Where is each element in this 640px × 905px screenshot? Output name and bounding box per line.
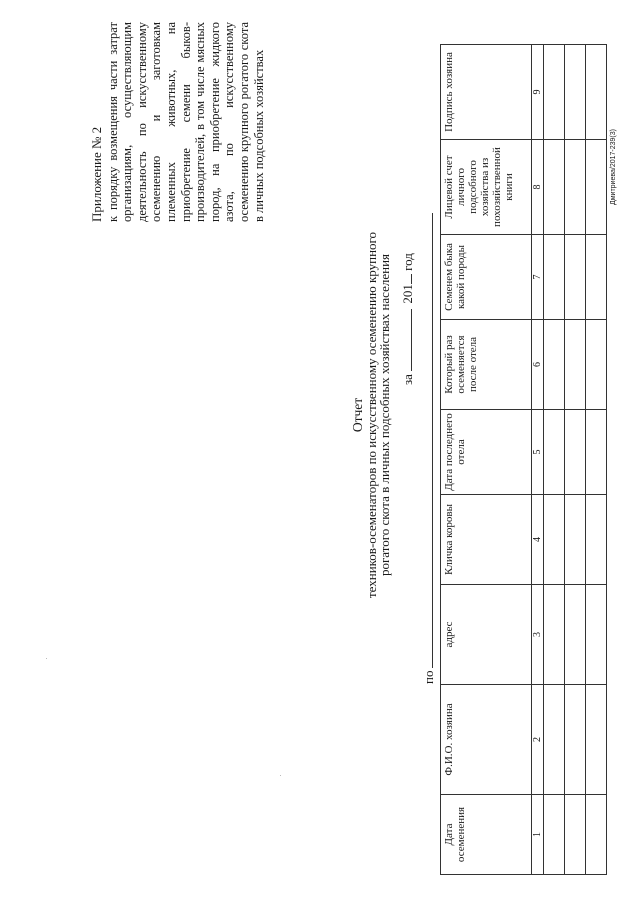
po-line xyxy=(421,213,437,684)
appendix-text: к порядку возмещения части затрат организациям, осуществляющим деятельность по искусственному осеменению и заготовкам племенных животных, на приобретение семени быков-производителей, в том числе мясных пород, на приобретение жидкого азота, по искусственному осеменению крупного рогатого скота в личных подсобных хозяйствах xyxy=(105,22,266,222)
empty-cell xyxy=(544,585,565,685)
empty-cell xyxy=(565,140,586,235)
number-cell: 7 xyxy=(532,235,544,320)
number-cell: 6 xyxy=(532,320,544,410)
report-subtitle-line2: рогатого скота в личных подсобных хозяйствах населения xyxy=(377,253,393,577)
appendix-title: Приложение № 2 xyxy=(89,126,104,222)
number-cell: 8 xyxy=(532,140,544,235)
document-stamp: Дмитриева/2017-239(3) xyxy=(610,129,617,205)
empty-cell xyxy=(565,585,586,685)
empty-cell xyxy=(586,45,607,140)
number-cell: 9 xyxy=(532,45,544,140)
empty-cell xyxy=(586,685,607,795)
po-blank xyxy=(421,213,433,668)
header-cell: Семенем быка какой породы xyxy=(441,235,532,320)
header-cell: адрес xyxy=(441,585,532,685)
table-row xyxy=(544,45,565,875)
period-line xyxy=(400,253,416,385)
empty-cell xyxy=(565,795,586,875)
period-year-blank xyxy=(400,274,412,284)
period-prefix: за xyxy=(400,374,415,385)
empty-cell xyxy=(544,795,565,875)
header-cell: Который раз осеменяется после отела xyxy=(441,320,532,410)
po-label: по xyxy=(421,670,436,684)
header-cell: Ф.И.О. хозяина xyxy=(441,685,532,795)
header-cell: Дата осеменения xyxy=(441,795,532,875)
appendix-block xyxy=(90,22,266,222)
header-cell: Кличка коровы xyxy=(441,495,532,585)
number-cell: 1 xyxy=(532,795,544,875)
number-cell: 5 xyxy=(532,410,544,495)
report-heading xyxy=(351,105,392,725)
period-year-suffix: год xyxy=(400,253,415,271)
empty-cell xyxy=(565,495,586,585)
empty-cell xyxy=(565,685,586,795)
empty-cell xyxy=(586,140,607,235)
number-cell: 2 xyxy=(532,685,544,795)
empty-cell xyxy=(544,235,565,320)
empty-cell xyxy=(544,685,565,795)
report-title: Отчет xyxy=(350,397,365,433)
empty-cell xyxy=(586,410,607,495)
empty-cell xyxy=(544,495,565,585)
table-row xyxy=(565,45,586,875)
table-number-row xyxy=(532,45,544,875)
report-table xyxy=(440,44,607,875)
empty-cell xyxy=(544,140,565,235)
period-year: 201 xyxy=(400,284,415,304)
table-header-row xyxy=(441,45,532,875)
number-cell: 4 xyxy=(532,495,544,585)
empty-cell xyxy=(586,585,607,685)
scan-speck xyxy=(46,658,47,659)
empty-cell xyxy=(586,320,607,410)
scan-speck xyxy=(280,775,281,776)
empty-cell xyxy=(565,410,586,495)
empty-cell xyxy=(544,45,565,140)
table-row xyxy=(586,45,607,875)
empty-cell xyxy=(544,410,565,495)
report-subtitle-line1: техников-осеменаторов по искусственному осеменению крупного xyxy=(363,231,379,599)
period-blank xyxy=(400,309,412,371)
empty-cell xyxy=(586,495,607,585)
empty-cell xyxy=(565,45,586,140)
empty-cell xyxy=(565,320,586,410)
header-cell: Подпись хозяина xyxy=(441,45,532,140)
empty-cell xyxy=(586,235,607,320)
empty-cell xyxy=(565,235,586,320)
header-cell: Лицевой счет личного подсобного хозяйства из похозяйственной книги xyxy=(441,140,532,235)
empty-cell xyxy=(586,795,607,875)
number-cell: 3 xyxy=(532,585,544,685)
empty-cell xyxy=(544,320,565,410)
header-cell: Дата последнего отела xyxy=(441,410,532,495)
